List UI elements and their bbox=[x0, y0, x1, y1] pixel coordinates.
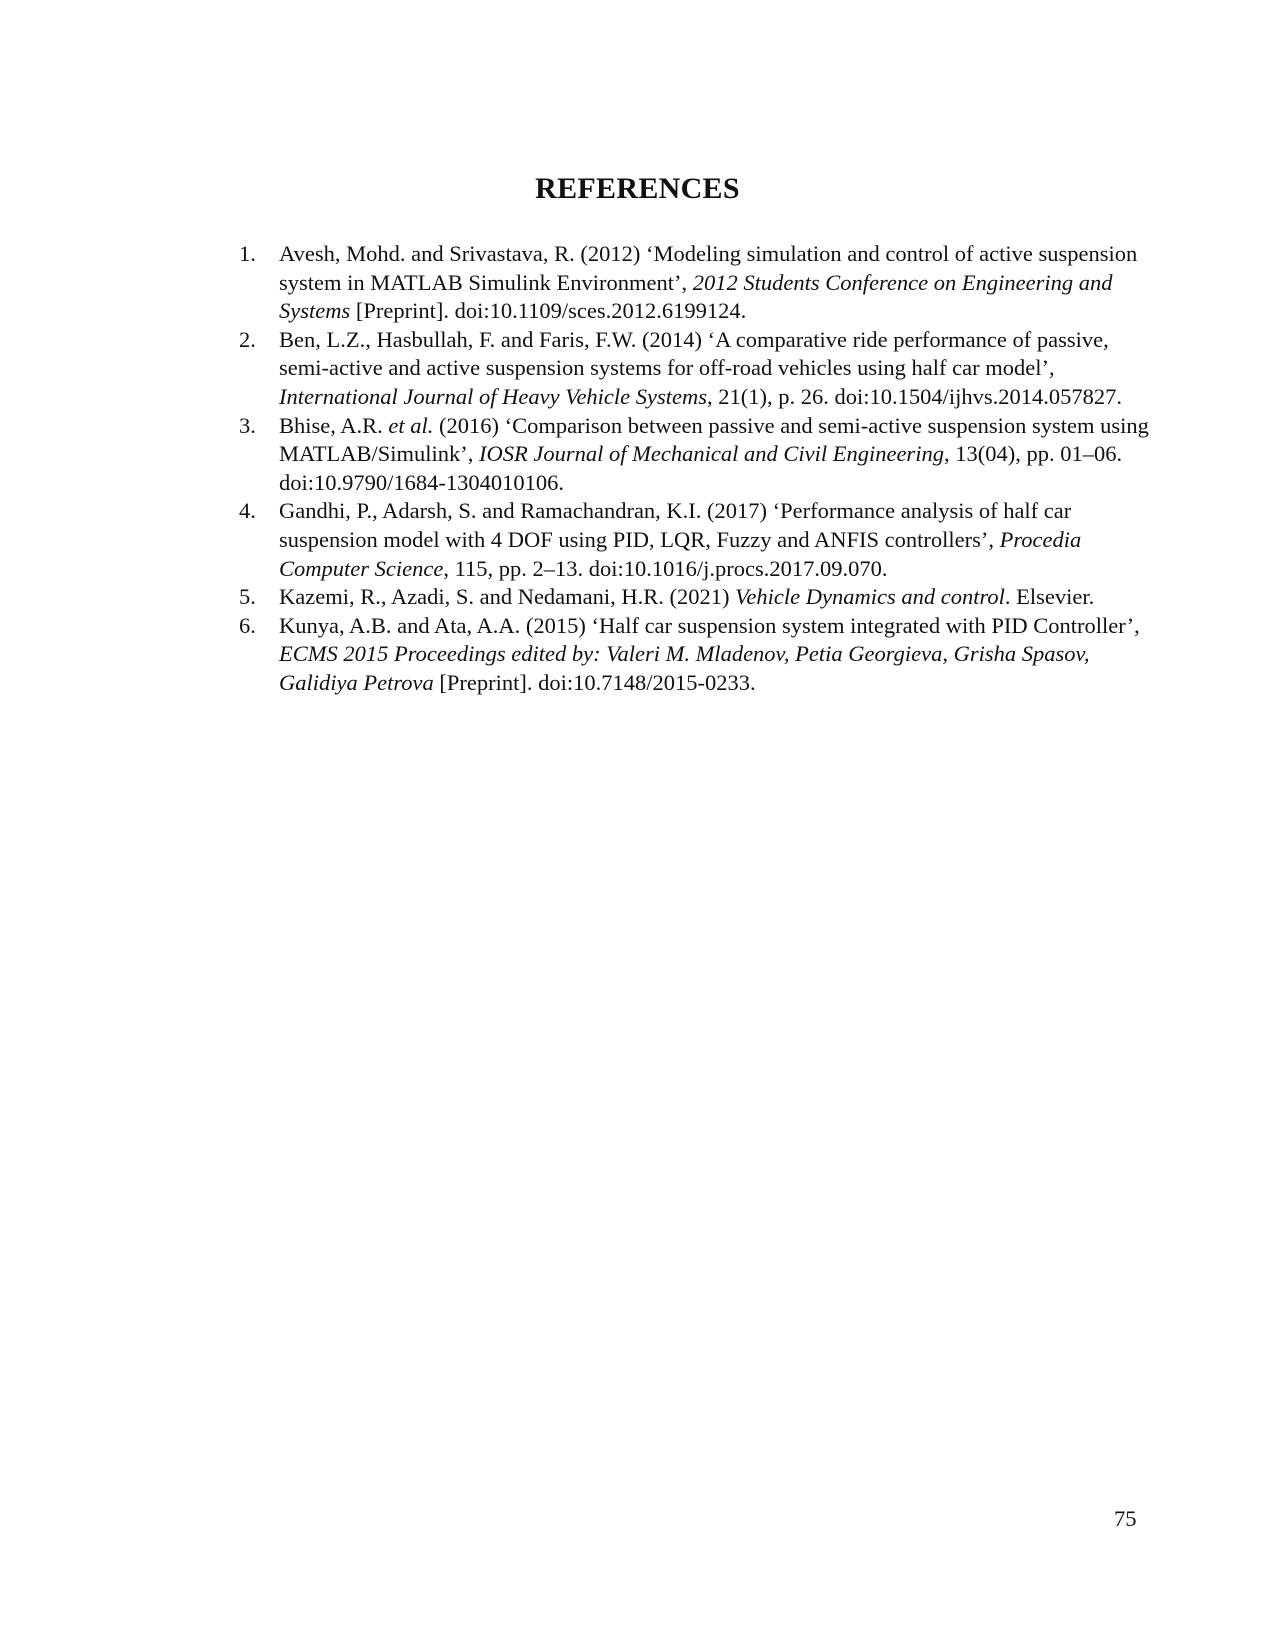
reference-number: 6. bbox=[239, 612, 256, 638]
reference-source-title: International Journal of Heavy Vehicle Systems bbox=[279, 383, 708, 409]
reference-text bbox=[279, 498, 1081, 580]
page-number: 75 bbox=[1114, 1506, 1137, 1531]
reference-segment: , 115, pp. 2–13. doi:10.1016/j.procs.2017.09.070. bbox=[443, 555, 888, 581]
reference-segment: , 21(1), p. 26. doi:10.1504/ijhvs.2014.057827. bbox=[707, 383, 1123, 409]
reference-list bbox=[229, 240, 1159, 698]
reference-text bbox=[279, 327, 1122, 409]
reference-number: 3. bbox=[239, 412, 256, 438]
reference-segment: Kazemi, R., Azadi, S. and Nedamani, H.R. (2021) bbox=[279, 584, 736, 610]
reference-text bbox=[279, 613, 1140, 695]
reference-source-title: IOSR Journal of Mechanical and Civil Engineering bbox=[479, 441, 944, 467]
reference-source-title: 2012 Students Conference on Engineering and Systems bbox=[279, 269, 1113, 324]
reference-segment: [Preprint]. doi:10.1109/sces.2012.6199124. bbox=[350, 298, 747, 324]
page-title: REFERENCES bbox=[535, 172, 740, 205]
reference-et-al: et al. bbox=[388, 412, 434, 438]
reference-item bbox=[229, 240, 1159, 326]
reference-segment: [Preprint]. doi:10.7148/2015-0233. bbox=[433, 669, 756, 695]
reference-segment: (2016) ‘Comparison between passive and semi-active suspension system using MATLAB/Simulink’, bbox=[279, 412, 1149, 467]
reference-source-title: ECMS 2015 Proceedings edited by: Valeri M. Mladenov, Petia Georgieva, Grisha Spasov, Galidiya Petrova bbox=[279, 641, 1090, 695]
reference-segment: Avesh, Mohd. and Srivastava, R. (2012) ‘Modeling simulation and control of active suspension system in MATLAB Simulink Environment’, bbox=[279, 241, 1138, 295]
reference-text bbox=[279, 241, 1137, 323]
reference-item bbox=[229, 612, 1159, 698]
reference-segment: , 13(04), pp. 01–06. doi:10.9790/1684-1304010106. bbox=[279, 441, 1123, 495]
reference-text bbox=[279, 584, 1094, 609]
reference-text bbox=[279, 413, 1149, 495]
reference-segment: . Elsevier. bbox=[1004, 584, 1095, 610]
reference-number: 2. bbox=[239, 326, 256, 352]
reference-number: 1. bbox=[239, 241, 256, 266]
reference-source-title: Procedia Computer Science bbox=[279, 526, 1082, 581]
reference-segment: Ben, L.Z., Hasbullah, F. and Faris, F.W. (2014) ‘A comparative ride performance of passive, semi-active and active suspension systems for off-road vehicles using half car model’, bbox=[279, 326, 1109, 381]
reference-segment: Kunya, A.B. and Ata, A.A. (2015) ‘Half car suspension system integrated with PID Controller’, bbox=[279, 612, 1140, 638]
reference-source-title: Vehicle Dynamics and control bbox=[735, 584, 1005, 610]
reference-number: 4. bbox=[239, 498, 256, 524]
reference-item bbox=[229, 412, 1159, 498]
reference-segment: Bhise, A.R. bbox=[279, 412, 389, 438]
reference-segment: Gandhi, P., Adarsh, S. and Ramachandran, K.I. (2017) ‘Performance analysis of half car suspension model with 4 DOF using PID, LQR, Fuzzy and ANFIS controllers’, bbox=[279, 498, 1072, 552]
reference-item bbox=[229, 583, 1159, 612]
reference-item bbox=[229, 326, 1159, 412]
reference-number: 5. bbox=[239, 584, 256, 610]
reference-item bbox=[229, 497, 1159, 583]
